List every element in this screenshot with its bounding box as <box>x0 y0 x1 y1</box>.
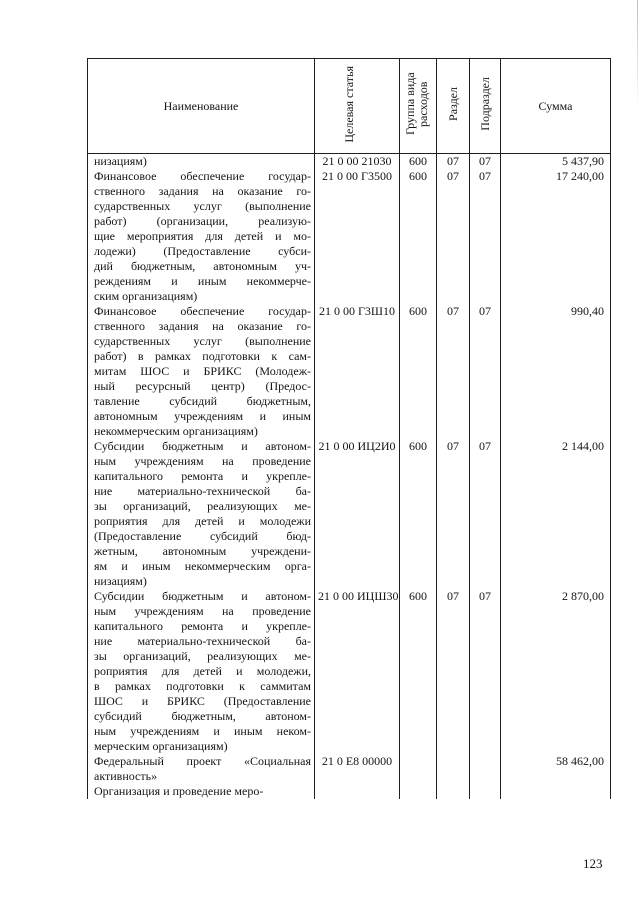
header-target-cell <box>315 59 400 154</box>
row-name-line: мерческим организациям) <box>94 739 228 753</box>
row-target-code: 21 0 00 ИЦ2И0 <box>315 439 400 589</box>
header-subsection-cell <box>470 59 501 154</box>
row-name-line: капитального ремонта и укрепле- <box>94 469 311 483</box>
row-section <box>437 754 470 784</box>
row-name-cell <box>88 439 315 589</box>
row-name-line: ным учреждениям на проведение <box>94 454 311 468</box>
row-expense-group: 600 <box>400 154 437 170</box>
table-row <box>88 154 611 170</box>
row-name-line: ям и иным некоммерческим орга- <box>94 559 311 573</box>
row-expense-group <box>400 754 437 784</box>
page-number: 123 <box>583 856 603 871</box>
row-amount: 5 437,90 <box>501 154 611 170</box>
row-name-line: Финансовое обеспечение государ- <box>94 304 311 318</box>
row-name-line: щие мероприятия для детей и мо- <box>94 229 311 243</box>
row-expense-group <box>400 784 437 799</box>
row-amount: 58 462,00 <box>501 754 611 784</box>
header-section: Раздел <box>445 87 460 121</box>
row-section: 07 <box>437 169 470 304</box>
row-section: 07 <box>437 154 470 170</box>
table-body <box>88 154 611 800</box>
row-amount: 17 240,00 <box>501 169 611 304</box>
row-name-line: митам ШОС и БРИКС (Молодеж- <box>94 364 311 378</box>
row-target-code: 21 0 00 Г3500 <box>315 169 400 304</box>
row-subsection: 07 <box>470 439 501 589</box>
row-amount <box>501 784 611 799</box>
table-row <box>88 304 611 439</box>
row-section <box>437 784 470 799</box>
row-name-line: ственного задания на оказание го- <box>94 319 311 333</box>
row-name-line: ние материально-технической ба- <box>94 484 311 498</box>
row-section: 07 <box>437 304 470 439</box>
row-target-code <box>315 784 400 799</box>
row-name-line: работ) (организации, реализую- <box>94 214 311 228</box>
row-name-line: некоммерческим организациям) <box>94 424 258 438</box>
row-name-cell <box>88 589 315 754</box>
row-name-line: ским организациям) <box>94 289 198 303</box>
row-subsection <box>470 754 501 784</box>
row-name-line: роприятия для детей и молодежи, <box>94 664 311 678</box>
row-name-line: работ) в рамках подготовки к сам- <box>94 349 311 363</box>
table-row <box>88 784 611 799</box>
header-amount: Сумма <box>501 59 611 154</box>
row-section: 07 <box>437 589 470 754</box>
table-row <box>88 169 611 304</box>
row-name-line: автономным учреждениям и иным <box>94 409 311 423</box>
row-name-line: Организация и проведение меро- <box>94 784 264 798</box>
row-name-line: (Предоставление субсидий бюд- <box>94 529 311 543</box>
header-expense-group-cell <box>400 59 437 154</box>
row-expense-group: 600 <box>400 589 437 754</box>
row-target-code: 21 0 E8 00000 <box>315 754 400 784</box>
row-name-line: ШОС и БРИКС (Предоставление <box>94 694 311 708</box>
row-expense-group: 600 <box>400 439 437 589</box>
row-name-line: Финансовое обеспечение государ- <box>94 169 311 183</box>
row-subsection: 07 <box>470 154 501 170</box>
table-row <box>88 589 611 754</box>
row-subsection: 07 <box>470 169 501 304</box>
row-name-cell <box>88 304 315 439</box>
row-name-line: жетным, автономным учреждени- <box>94 544 311 558</box>
header-target: Целевая статья <box>342 65 356 143</box>
row-target-code: 21 0 00 Г3Ш10 <box>315 304 400 439</box>
row-name-cell <box>88 784 315 799</box>
row-name-line: ным учреждениям на проведение <box>94 604 311 618</box>
row-expense-group: 600 <box>400 304 437 439</box>
row-amount: 990,40 <box>501 304 611 439</box>
row-name-line: ственного задания на оказание го- <box>94 184 311 198</box>
row-subsection: 07 <box>470 304 501 439</box>
header-name: Наименование <box>88 59 315 154</box>
table-row <box>88 439 611 589</box>
row-name-line: лодежи) (Предоставление субси- <box>94 244 311 258</box>
row-name-line: ный ресурсный центр) (Предос- <box>94 379 311 393</box>
row-name-line: роприятия для детей и молодежи <box>94 514 311 528</box>
row-name-cell <box>88 169 315 304</box>
row-name-line: низациям) <box>94 154 147 168</box>
row-name-line: в рамках подготовки к саммитам <box>94 679 311 693</box>
row-name-line: сударственных услуг (выполнение <box>94 199 311 213</box>
row-subsection <box>470 784 501 799</box>
row-name-cell <box>88 154 315 170</box>
row-name-line: низациям) <box>94 574 147 588</box>
header-expense-group: Группа вида расходов <box>403 72 430 136</box>
row-name-line: тавление субсидий бюджетным, <box>94 394 311 408</box>
row-name-line: сударственных услуг (выполнение <box>94 334 311 348</box>
row-name-line: зы организаций, реализующих ме- <box>94 649 311 663</box>
header-section-cell <box>437 59 470 154</box>
row-name-cell <box>88 754 315 784</box>
row-amount: 2 144,00 <box>501 439 611 589</box>
row-name-line: ние материально-технической ба- <box>94 634 311 648</box>
row-name-line: Субсидии бюджетным и автоном- <box>94 439 311 453</box>
scan-edge-line <box>637 0 638 110</box>
row-subsection: 07 <box>470 589 501 754</box>
row-name-line: зы организаций, реализующих ме- <box>94 499 311 513</box>
row-section: 07 <box>437 439 470 589</box>
row-name-line: активность» <box>94 769 158 783</box>
row-name-line: дий бюджетным, автономным уч- <box>94 259 311 273</box>
row-name-line: капитального ремонта и укрепле- <box>94 619 311 633</box>
row-name-line: ным учреждениям и иным неком- <box>94 724 311 738</box>
row-name-line: Субсидии бюджетным и автоном- <box>94 589 311 603</box>
row-target-code: 21 0 00 21030 <box>315 154 400 170</box>
row-expense-group: 600 <box>400 169 437 304</box>
table-header-row <box>88 59 611 154</box>
row-amount: 2 870,00 <box>501 589 611 754</box>
table-row <box>88 754 611 784</box>
row-target-code: 21 0 00 ИЦШ30 <box>315 589 400 754</box>
row-name-line: субсидий бюджетным, автоном- <box>94 709 311 723</box>
header-subsection: Подраздел <box>477 77 492 131</box>
row-name-line: Федеральный проект «Социальная <box>94 754 311 768</box>
row-name-line: реждениям и иным некоммерче- <box>94 274 311 288</box>
budget-table <box>87 58 611 799</box>
